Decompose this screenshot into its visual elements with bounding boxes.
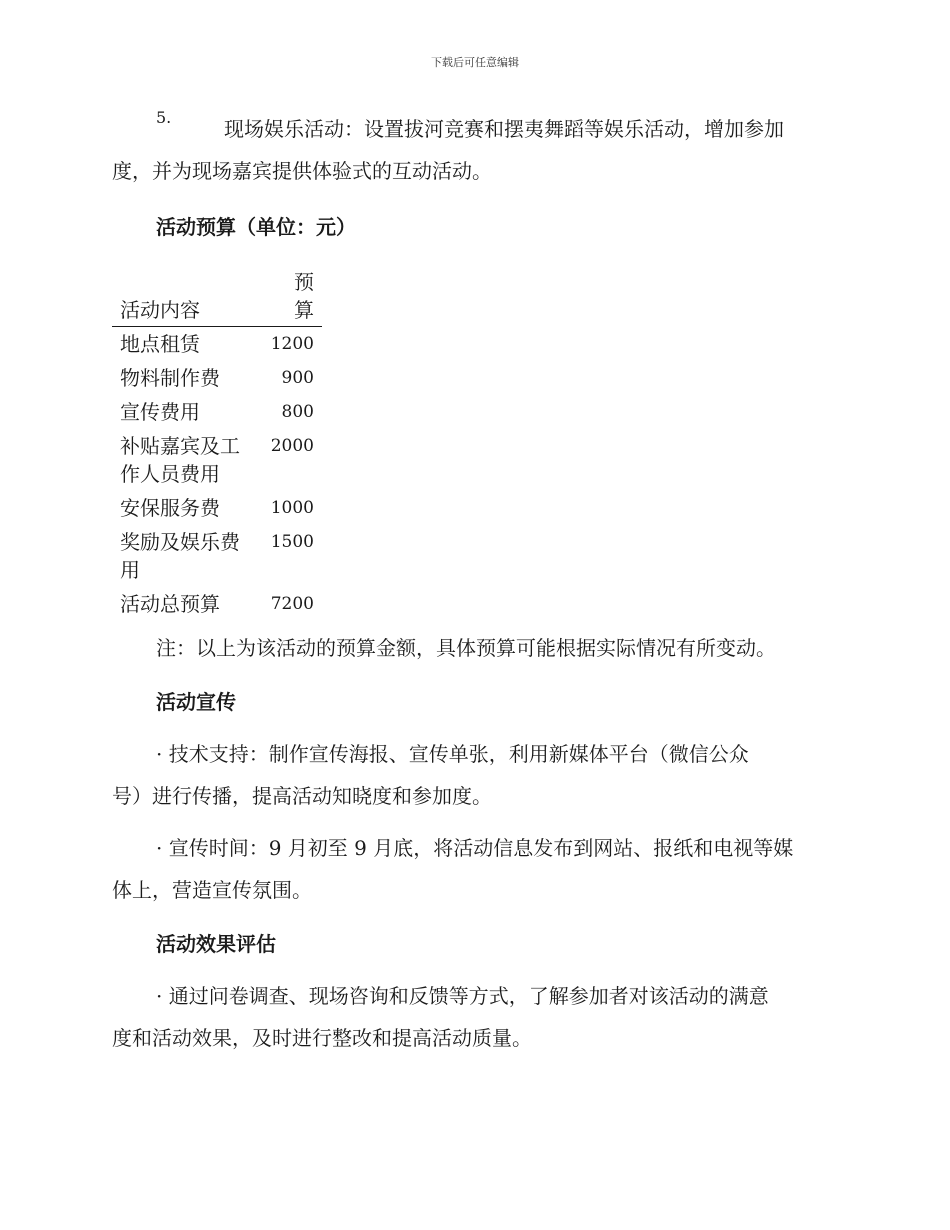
budget-heading: 活动预算（单位：元） [156, 215, 356, 239]
row-amount: 1500 [270, 532, 314, 552]
entertainment-item [112, 108, 838, 150]
row-amount: 2000 [270, 436, 314, 456]
row-item: 物料制作费 [120, 366, 220, 390]
table-row [112, 395, 322, 429]
table-row [112, 491, 322, 525]
publicity-time-line-2: 体上，营造宣传氛围。 [112, 878, 312, 902]
table-row [112, 429, 322, 491]
item-number: 5. [156, 108, 172, 127]
evaluation-line-2: 度和活动效果，及时进行整改和提高活动质量。 [112, 1026, 532, 1050]
column-header-item: 活动内容 [112, 268, 263, 327]
document-body [112, 108, 838, 1059]
row-amount: 900 [281, 368, 314, 388]
row-item: 奖励及娱乐费用 [120, 530, 240, 582]
row-item: 地点租赁 [120, 332, 200, 356]
column-header-amount-line-2: 算 [294, 298, 314, 322]
column-header-amount-line-1: 预 [294, 270, 314, 294]
row-amount: 1000 [270, 498, 314, 518]
budget-note: 注：以上为该活动的预算金额，具体预算可能根据实际情况有所变动。 [156, 636, 776, 660]
publicity-heading: 活动宣传 [156, 690, 236, 714]
row-item: 活动总预算 [120, 592, 220, 616]
publicity-tech-line-1: · 技术支持：制作宣传海报、宣传单张，利用新媒体平台（微信公众 [156, 742, 749, 766]
row-item: 安保服务费 [120, 496, 220, 520]
budget-table [112, 268, 322, 621]
table-row-total [112, 587, 322, 621]
row-item: 宣传费用 [120, 400, 200, 424]
budget-table-header-row [112, 268, 322, 327]
row-amount: 1200 [270, 334, 314, 354]
publicity-tech-line-2: 号）进行传播，提高活动知晓度和参加度。 [112, 784, 492, 808]
column-header-amount [263, 268, 322, 327]
evaluation-line-1: · 通过问卷调查、现场咨询和反馈等方式，了解参加者对该活动的满意 [156, 984, 769, 1008]
entertainment-line-2: 度，并为现场嘉宾提供体验式的互动活动。 [112, 159, 492, 183]
entertainment-line-1: 现场娱乐活动：设置拔河竞赛和摆夷舞蹈等娱乐活动，增加参加 [224, 117, 784, 141]
row-amount: 800 [281, 402, 314, 422]
table-row [112, 327, 322, 362]
table-row [112, 361, 322, 395]
evaluation-heading: 活动效果评估 [156, 932, 276, 956]
table-row [112, 525, 322, 587]
row-item: 补贴嘉宾及工作人员费用 [120, 434, 240, 486]
row-amount: 7200 [270, 594, 314, 614]
publicity-time-line-1: · 宣传时间：9 月初至 9 月底，将活动信息发布到网站、报纸和电视等媒 [156, 836, 794, 860]
header-note: 下载后可任意编辑 [431, 56, 519, 69]
